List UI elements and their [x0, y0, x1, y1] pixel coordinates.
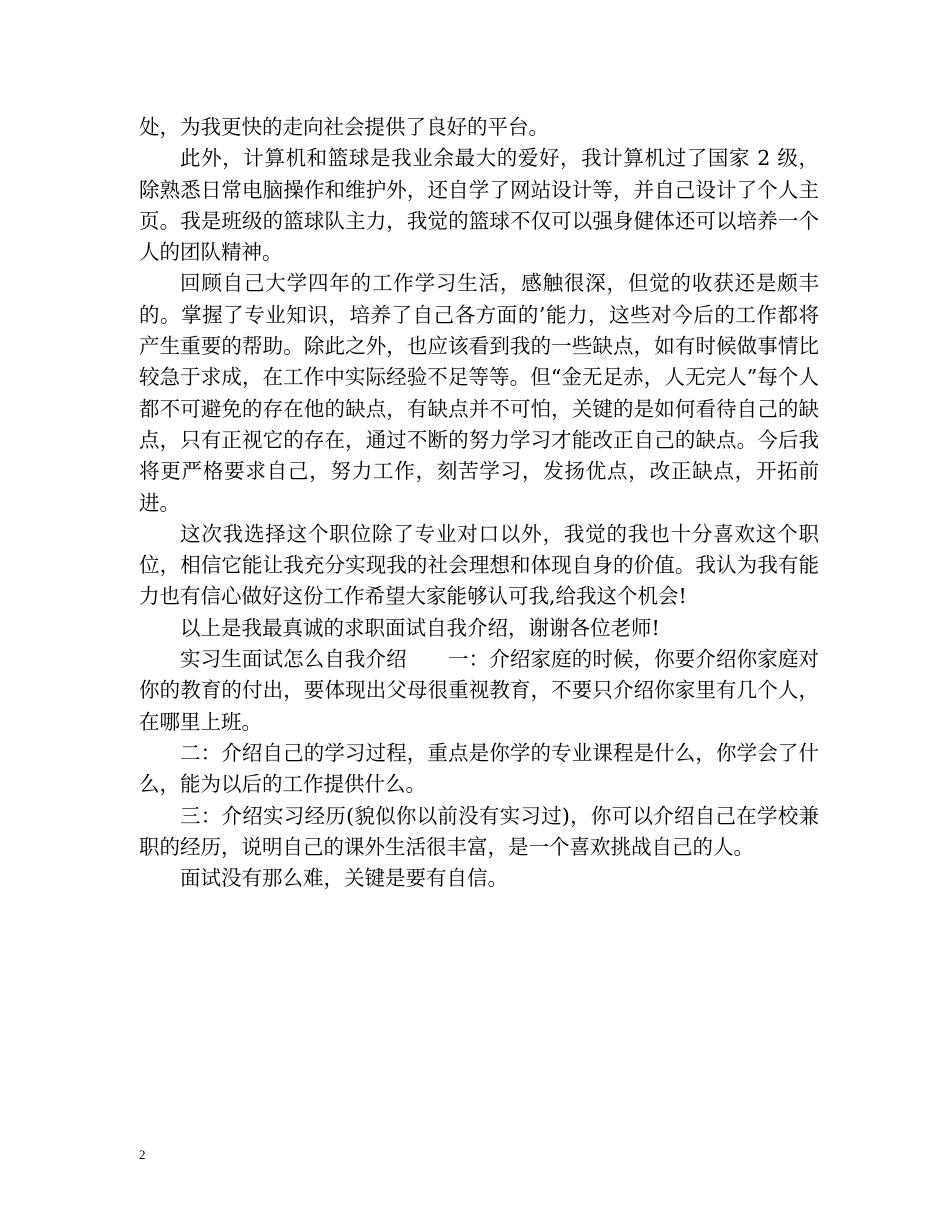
- paragraph-review: 回顾自己大学四年的工作学习生活，感触很深，但觉的收获还是颇丰的。掌握了专业知识，培养了自己各方面的’能力，这些对今后的工作都将产生重要的帮助。除此之外，也应该看到我的一些缺点，如有时候做事情比较急于求成，在工作中实际经验不足等等。但“金无足赤，人无完人”每个人都不可避免的存在他的缺点，有缺点并不可怕，关键的是如何看待自己的缺点，只有正视它的存在，通过不断的努力学习才能改正自己的缺点。今后我将更严格要求自己，努力工作，刻苦学习，发扬优点，改正缺点，开拓前进。: [139, 271, 819, 515]
- paragraph-tip-confidence: 面试没有那么难，关键是要有自信。: [180, 866, 508, 891]
- paragraph-continuation: 处，为我更快的走向社会提供了良好的平台。: [139, 115, 549, 139]
- paragraph-tip-family: 实习生面试怎么自我介绍 一：介绍家庭的时候，你要介绍你家庭对你的教育的付出，要体现出父母很重视教育，不要只介绍你家里有几个人，在哪里上班。: [139, 647, 819, 734]
- paragraph-position-choice: 这次我选择这个职位除了专业对口以外，我觉的我也十分喜欢这个职位，相信它能让我充分实现我的社会理想和体现自身的价值。我认为我有能力也有信心做好这份工作希望大家能够认可我,给我这个机会!: [139, 521, 819, 609]
- page-number: 2: [139, 1147, 146, 1162]
- document-body: [139, 112, 819, 894]
- paragraph-tip-study: 二：介绍自己的学习过程，重点是你学的专业课程是什么，你学会了什么，能为以后的工作提供什么。: [139, 740, 819, 797]
- paragraph-closing: 以上是我最真诚的求职面试自我介绍，谢谢各位老师!: [180, 615, 660, 640]
- paragraph-tip-internship: 三：介绍实习经历(貌似你以前没有实习过)，你可以介绍自己在学校兼职的经历，说明自己的课外生活很丰富，是一个喜欢挑战自己的人。: [139, 803, 819, 859]
- paragraph-hobbies: 此外，计算机和篮球是我业余最大的爱好，我计算机过了国家 2 级，除熟悉日常电脑操作和维护外，还自学了网站设计等，并自己设计了个人主页。我是班级的篮球队主力，我觉的篮球不仅可以强身健体还可以培养一个人的团队精神。: [139, 146, 819, 265]
